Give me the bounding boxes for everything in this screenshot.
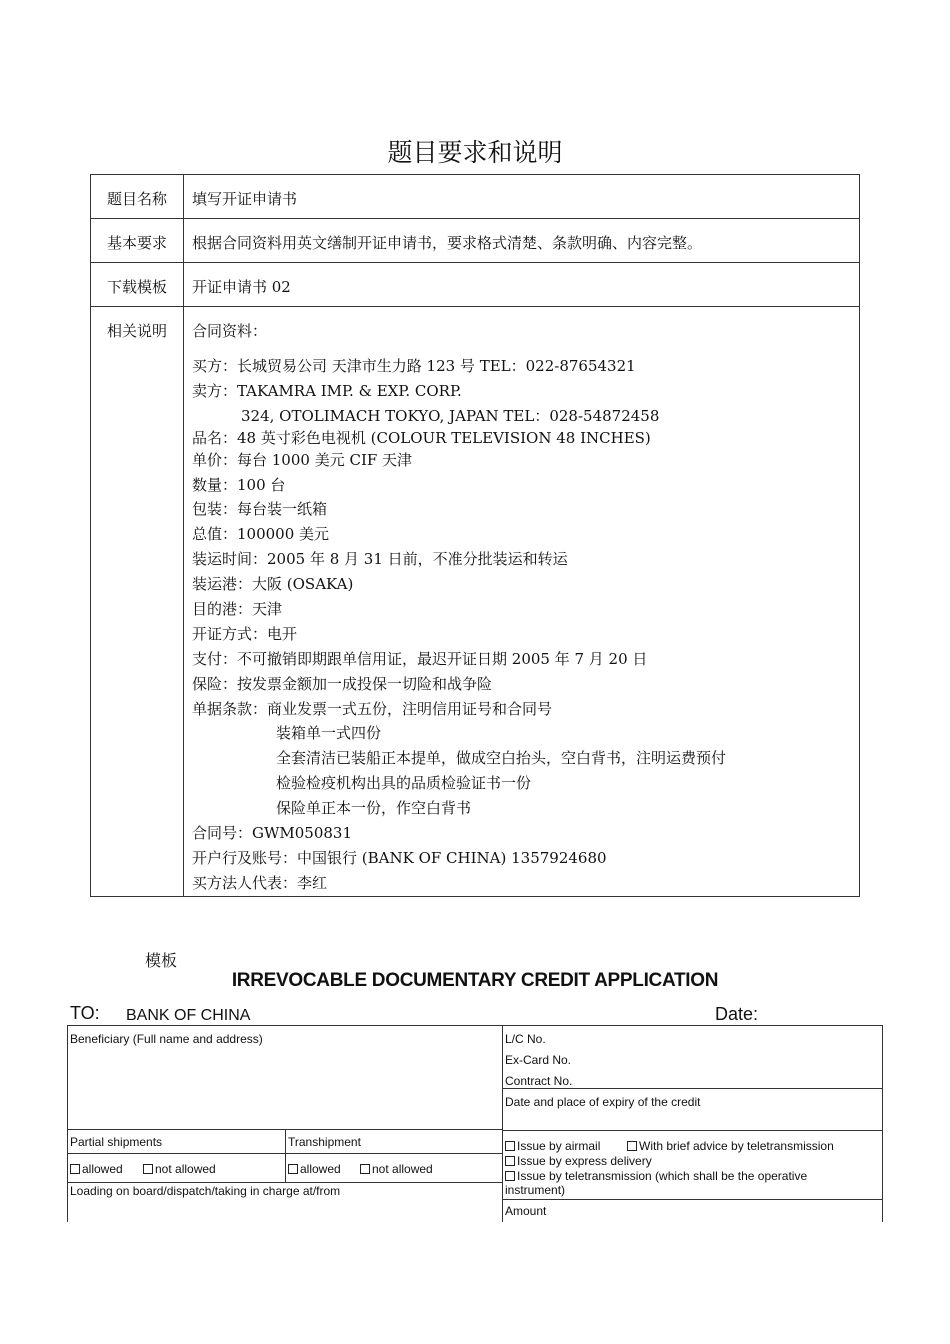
loading-label: Loading on board/dispatch/taking in charge at/from: [70, 1184, 341, 1198]
note-line: 装箱单一式四份: [276, 724, 382, 743]
checkbox-icon: [143, 1164, 153, 1174]
table-row: [91, 263, 860, 307]
checkbox-icon: [505, 1171, 515, 1181]
ex-card-no-label: Ex-Card No.: [505, 1053, 572, 1067]
not-allowed-label: not allowed: [372, 1162, 433, 1176]
row-value: 根据合同资料用英文缮制开证申请书，要求格式清楚、条款明确、内容完整。: [184, 219, 860, 263]
transhipment-label: Transhipment: [288, 1135, 361, 1149]
notes-heading: 合同资料：: [192, 322, 268, 340]
allowed-label: allowed: [300, 1162, 341, 1176]
partial-not-allowed-option[interactable]: [143, 1162, 216, 1176]
not-allowed-label: not allowed: [155, 1162, 216, 1176]
note-line: 装运港：大阪 (OSAKA): [192, 575, 354, 594]
row-label: 相关说明: [91, 307, 184, 897]
note-line: 检验检疫机构出具的品质检验证书一份: [276, 774, 532, 793]
partial-shipments-label: Partial shipments: [70, 1135, 163, 1149]
row-value: 填写开证申请书: [184, 175, 860, 219]
table-row: [91, 219, 860, 263]
row-label: 下载模板: [91, 263, 184, 307]
amount-label: Amount: [505, 1204, 547, 1218]
checkbox-icon: [360, 1164, 370, 1174]
transhipment-allowed-option[interactable]: [288, 1162, 341, 1176]
checkbox-icon: [505, 1156, 515, 1166]
row-label: 题目名称: [91, 175, 184, 219]
checkbox-icon: [505, 1141, 515, 1151]
note-line: 总值：100000 美元: [192, 525, 330, 544]
table-row: [91, 175, 860, 219]
note-line: 开证方式：电开: [192, 624, 298, 643]
issue-airmail-option[interactable]: [505, 1139, 600, 1153]
note-line: 单价：每台 1000 美元 CIF 天津: [192, 450, 413, 469]
brief-advice-label: With brief advice by teletransmission: [639, 1139, 834, 1153]
issue-express-option[interactable]: [505, 1154, 652, 1168]
note-line: 全套清洁已装船正本提单，做成空白抬头，空白背书，注明运费预付: [276, 749, 727, 768]
page-title: 题目要求和说明: [387, 138, 563, 167]
note-line: 买方法人代表：李红: [192, 873, 328, 892]
note-line: 支付：不可撤销即期跟单信用证，最迟开证日期 2005 年 7 月 20 日: [192, 649, 648, 668]
bank-name: BANK OF CHINA: [126, 1007, 251, 1024]
note-line: 数量：100 台: [192, 475, 286, 494]
note-line: 单据条款：商业发票一式五份，注明信用证号和合同号: [192, 699, 553, 718]
note-line: 保险：按发票金额加一成投保一切险和战争险: [192, 674, 493, 693]
row-label: 基本要求: [91, 219, 184, 263]
note-line: 装运时间：2005 年 8 月 31 日前，不准分批装运和转运: [192, 550, 568, 569]
checkbox-icon: [288, 1164, 298, 1174]
issue-tele-label: Issue by teletransmission (which shall be the operative: [517, 1169, 808, 1183]
brief-advice-option[interactable]: [627, 1139, 834, 1153]
note-line: 开户行及账号：中国银行 (BANK OF CHINA) 1357924680: [192, 848, 607, 867]
checkbox-icon: [70, 1164, 80, 1174]
issue-tele-label-cont: instrument): [505, 1183, 566, 1197]
amount-box[interactable]: [502, 1199, 883, 1222]
note-line: 品名：48 英寸彩色电视机 (COLOUR TELEVISION 48 INCHES): [192, 428, 651, 447]
template-label: 模板: [145, 951, 178, 970]
date-label: Date:: [715, 1004, 759, 1024]
note-line: 卖方：TAKAMRA IMP. & EXP. CORP.: [192, 381, 462, 400]
allowed-label: allowed: [82, 1162, 123, 1176]
transhipment-not-allowed-option[interactable]: [360, 1162, 433, 1176]
note-line: 保险单正本一份，作空白背书: [276, 799, 472, 818]
issue-express-label: Issue by express delivery: [517, 1154, 652, 1168]
note-line: 包装：每台装一纸箱: [192, 500, 328, 519]
requirements-table: [90, 174, 860, 897]
note-line: 324, OTOLIMACH TOKYO, JAPAN TEL：028-54872458: [241, 406, 660, 425]
partial-allowed-option[interactable]: [70, 1162, 123, 1176]
note-line: 合同号：GWM050831: [192, 824, 353, 843]
note-line: 目的港：天津: [192, 600, 283, 619]
table-row: [91, 307, 860, 897]
contract-notes: [184, 307, 860, 897]
expiry-label: Date and place of expiry of the credit: [505, 1095, 701, 1109]
row-value: 开证申请书 02: [184, 263, 860, 307]
to-label: TO:: [70, 1003, 100, 1023]
contract-no-label: Contract No.: [505, 1074, 573, 1088]
issue-airmail-label: Issue by airmail: [517, 1139, 601, 1153]
form-title: IRREVOCABLE DOCUMENTARY CREDIT APPLICATION: [231, 970, 719, 991]
issue-tele-option[interactable]: [505, 1169, 807, 1183]
note-line: 买方：长城贸易公司 天津市生力路 123 号 TEL：022-87654321: [192, 356, 636, 375]
lc-no-label: L/C No.: [505, 1032, 546, 1046]
beneficiary-label: Beneficiary (Full name and address): [70, 1032, 263, 1046]
checkbox-icon: [627, 1141, 637, 1151]
